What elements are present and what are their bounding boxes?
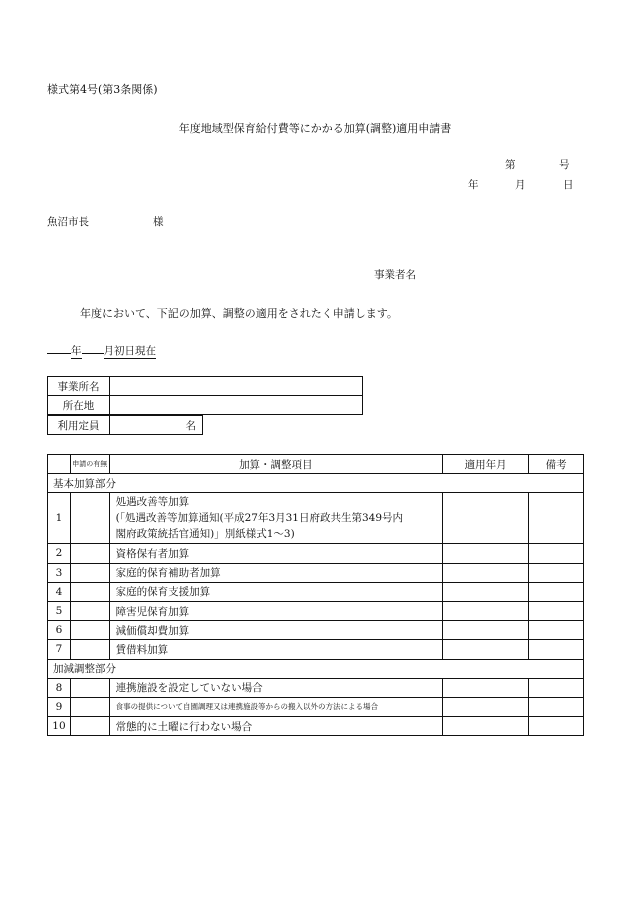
row-number: 1 bbox=[48, 493, 71, 544]
item-cell: 減価償却費加算 bbox=[109, 621, 442, 640]
capacity-row bbox=[48, 416, 203, 435]
remarks-cell[interactable] bbox=[529, 697, 584, 716]
as-of-month-label: 月初日現在 bbox=[103, 345, 156, 357]
table-row bbox=[48, 640, 584, 659]
remarks-cell[interactable] bbox=[529, 640, 584, 659]
table-header-row bbox=[48, 455, 584, 474]
remarks-cell[interactable] bbox=[529, 678, 584, 697]
table-row bbox=[48, 621, 584, 640]
number-prefix: 第 bbox=[505, 159, 516, 171]
item-cell: 障害児保育加算 bbox=[109, 601, 442, 620]
applied-cell[interactable] bbox=[70, 678, 109, 697]
table-row bbox=[48, 678, 584, 697]
item-cell: 資格保有者加算 bbox=[109, 544, 442, 563]
item-cell: 連携施設を設定していない場合 bbox=[109, 678, 442, 697]
table-row bbox=[48, 544, 584, 563]
header-applied: 申請の有無 bbox=[70, 455, 109, 474]
date-day: 日 bbox=[563, 179, 574, 191]
location-label: 所在地 bbox=[48, 396, 110, 415]
date-cell[interactable] bbox=[443, 717, 529, 736]
capacity-table bbox=[47, 415, 203, 435]
remarks-cell[interactable] bbox=[529, 544, 584, 563]
item-cell: 家庭的保育支援加算 bbox=[109, 582, 442, 601]
row-number: 2 bbox=[48, 544, 71, 563]
section-row-basic bbox=[48, 474, 584, 493]
date-cell[interactable] bbox=[443, 563, 529, 582]
as-of-year-blank[interactable] bbox=[47, 353, 71, 354]
adjustment-items-table bbox=[47, 454, 584, 736]
date-cell[interactable] bbox=[443, 640, 529, 659]
date-year: 年 bbox=[468, 179, 479, 191]
row-number: 9 bbox=[48, 697, 71, 716]
row-number: 10 bbox=[48, 717, 71, 736]
location-field[interactable] bbox=[110, 396, 363, 415]
remarks-cell[interactable] bbox=[529, 582, 584, 601]
capacity-field[interactable] bbox=[110, 416, 203, 435]
date-cell[interactable] bbox=[443, 621, 529, 640]
table-row bbox=[48, 601, 584, 620]
date-cell[interactable] bbox=[443, 678, 529, 697]
applied-cell[interactable] bbox=[70, 544, 109, 563]
item-line: 閣府政策統括官通知)」別紙様式1〜3) bbox=[115, 528, 295, 541]
remarks-cell[interactable] bbox=[529, 717, 584, 736]
addressee bbox=[47, 214, 164, 229]
table-row bbox=[48, 493, 584, 544]
applied-cell[interactable] bbox=[70, 563, 109, 582]
applied-cell[interactable] bbox=[70, 697, 109, 716]
as-of-year-label: 年 bbox=[71, 345, 82, 357]
item-cell: 家庭的保育補助者加算 bbox=[109, 563, 442, 582]
row-number: 7 bbox=[48, 640, 71, 659]
row-number: 5 bbox=[48, 601, 71, 620]
document-title: 年度地域型保育給付費等にかかる加算(調整)適用申請書 bbox=[178, 122, 452, 135]
request-statement: 年度において、下記の加算、調整の適用をされたく申請します。 bbox=[80, 307, 398, 320]
as-of-date bbox=[47, 343, 156, 359]
section-adjust-label: 加減調整部分 bbox=[48, 659, 584, 678]
date-cell[interactable] bbox=[443, 493, 529, 544]
applied-cell[interactable] bbox=[70, 582, 109, 601]
capacity-label: 利用定員 bbox=[48, 416, 110, 435]
row-number: 3 bbox=[48, 563, 71, 582]
table-row bbox=[48, 582, 584, 601]
addressee-honorific: 様 bbox=[153, 216, 164, 228]
date-cell[interactable] bbox=[443, 582, 529, 601]
item-line: 処遇改善等加算 bbox=[115, 496, 190, 509]
date-cell[interactable] bbox=[443, 544, 529, 563]
capacity-unit: 名 bbox=[185, 419, 196, 432]
header-date: 適用年月 bbox=[443, 455, 529, 474]
row-number: 6 bbox=[48, 621, 71, 640]
item-cell bbox=[109, 493, 442, 544]
office-name-field[interactable] bbox=[110, 377, 363, 396]
document-number bbox=[505, 157, 570, 172]
date-cell[interactable] bbox=[443, 697, 529, 716]
office-name-label: 事業所名 bbox=[48, 377, 110, 396]
as-of-month-blank[interactable] bbox=[82, 353, 104, 354]
applied-cell[interactable] bbox=[70, 640, 109, 659]
addressee-name: 魚沼市長 bbox=[47, 216, 89, 228]
item-cell: 食事の提供について自園調理又は連携施設等からの搬入以外の方法による場合 bbox=[109, 697, 442, 716]
item-line: (「処遇改善等加算通知(平成27年3月31日府政共生第349号内 bbox=[115, 512, 404, 525]
remarks-cell[interactable] bbox=[529, 563, 584, 582]
row-number: 4 bbox=[48, 582, 71, 601]
number-suffix: 号 bbox=[559, 159, 570, 171]
table-row bbox=[48, 697, 584, 716]
applied-cell[interactable] bbox=[70, 621, 109, 640]
applied-cell[interactable] bbox=[70, 601, 109, 620]
remarks-cell[interactable] bbox=[529, 621, 584, 640]
header-remarks: 備考 bbox=[529, 455, 584, 474]
section-basic-label: 基本加算部分 bbox=[48, 474, 584, 493]
item-cell: 賃借料加算 bbox=[109, 640, 442, 659]
remarks-cell[interactable] bbox=[529, 601, 584, 620]
business-name-label: 事業者名 bbox=[374, 269, 416, 281]
header-number bbox=[48, 455, 71, 474]
table-row bbox=[48, 563, 584, 582]
form-number: 様式第4号(第3条関係) bbox=[47, 83, 158, 96]
location-row bbox=[48, 396, 363, 415]
table-row bbox=[48, 717, 584, 736]
row-number: 8 bbox=[48, 678, 71, 697]
applied-cell[interactable] bbox=[70, 493, 109, 544]
office-info-table bbox=[47, 376, 363, 415]
remarks-cell[interactable] bbox=[529, 493, 584, 544]
applied-cell[interactable] bbox=[70, 717, 109, 736]
date-month: 月 bbox=[515, 179, 526, 191]
item-cell: 常態的に土曜に行わない場合 bbox=[109, 717, 442, 736]
date-cell[interactable] bbox=[443, 601, 529, 620]
office-name-row bbox=[48, 377, 363, 396]
header-item: 加算・調整項目 bbox=[109, 455, 442, 474]
section-row-adjust bbox=[48, 659, 584, 678]
